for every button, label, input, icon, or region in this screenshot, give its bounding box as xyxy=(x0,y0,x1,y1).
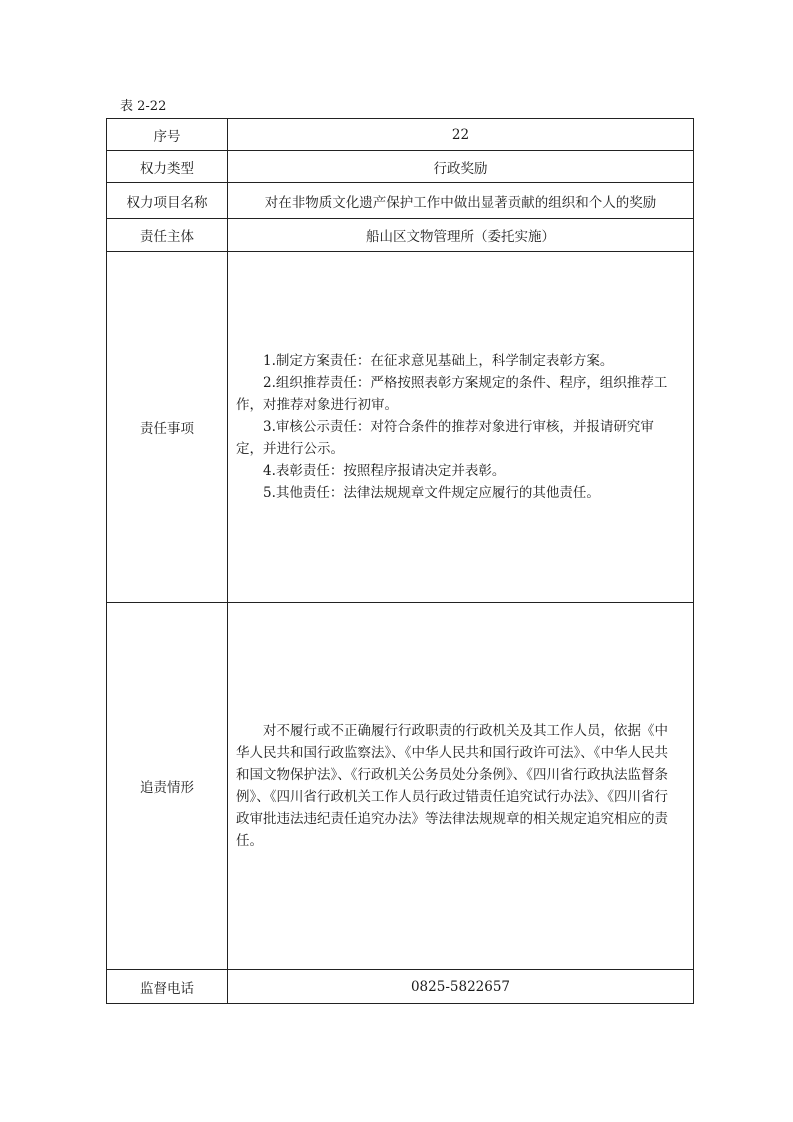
accountability-label: 追责情形 xyxy=(107,603,228,970)
accountability-text: 对不履行或不正确履行行政职责的行政机关及其工作人员，依据《中华人民共和国行政监察法》、《中华人民共和国行政许可法》、《中华人民共和国文物保护法》、《行政机关公务员处分条例》、《四川省行政执法监督条例》、《四川省行政机关工作人员行政过错责任追究试行办法》、《四川省行政审批违法违纪责任追究办法》等法律法规规章的相关规定追究相应的责任。 xyxy=(236,723,668,849)
subject-value: 船山区文物管理所（委托实施） xyxy=(228,219,694,252)
table-row xyxy=(107,183,694,219)
power-type-label: 权力类型 xyxy=(107,151,228,183)
phone-value: 0825-5822657 xyxy=(228,970,694,1004)
item-name-label: 权力项目名称 xyxy=(107,183,228,219)
duty-item: 5.其他责任：法律法规规章文件规定应履行的其他责任。 xyxy=(263,485,600,501)
subject-label: 责任主体 xyxy=(107,219,228,252)
duties-cell xyxy=(228,252,694,603)
duties-list xyxy=(228,350,693,504)
table-row xyxy=(107,151,694,183)
accountability-body xyxy=(228,720,693,852)
duties-label: 责任事项 xyxy=(107,252,228,603)
table-row xyxy=(107,219,694,252)
serial-value: 22 xyxy=(228,119,694,151)
duty-item: 2.组织推荐责任：严格按照表彰方案规定的条件、程序，组织推荐工作，对推荐对象进行初审。 xyxy=(236,375,668,413)
serial-label: 序号 xyxy=(107,119,228,151)
table-caption: 表 2-22 xyxy=(120,99,167,114)
duty-item: 3.审核公示责任：对符合条件的推荐对象进行审核，并报请研究审定，并进行公示。 xyxy=(236,419,654,457)
responsibility-table xyxy=(106,118,694,1004)
table-row xyxy=(107,119,694,151)
table-row xyxy=(107,252,694,603)
accountability-cell xyxy=(228,603,694,970)
phone-label: 监督电话 xyxy=(107,970,228,1004)
duty-item: 4.表彰责任：按照程序报请决定并表彰。 xyxy=(263,463,506,479)
duty-item: 1.制定方案责任：在征求意见基础上，科学制定表彰方案。 xyxy=(263,353,614,369)
item-name-value: 对在非物质文化遗产保护工作中做出显著贡献的组织和个人的奖励 xyxy=(228,183,694,219)
table-row xyxy=(107,603,694,970)
table-row xyxy=(107,970,694,1004)
power-type-value: 行政奖励 xyxy=(228,151,694,183)
